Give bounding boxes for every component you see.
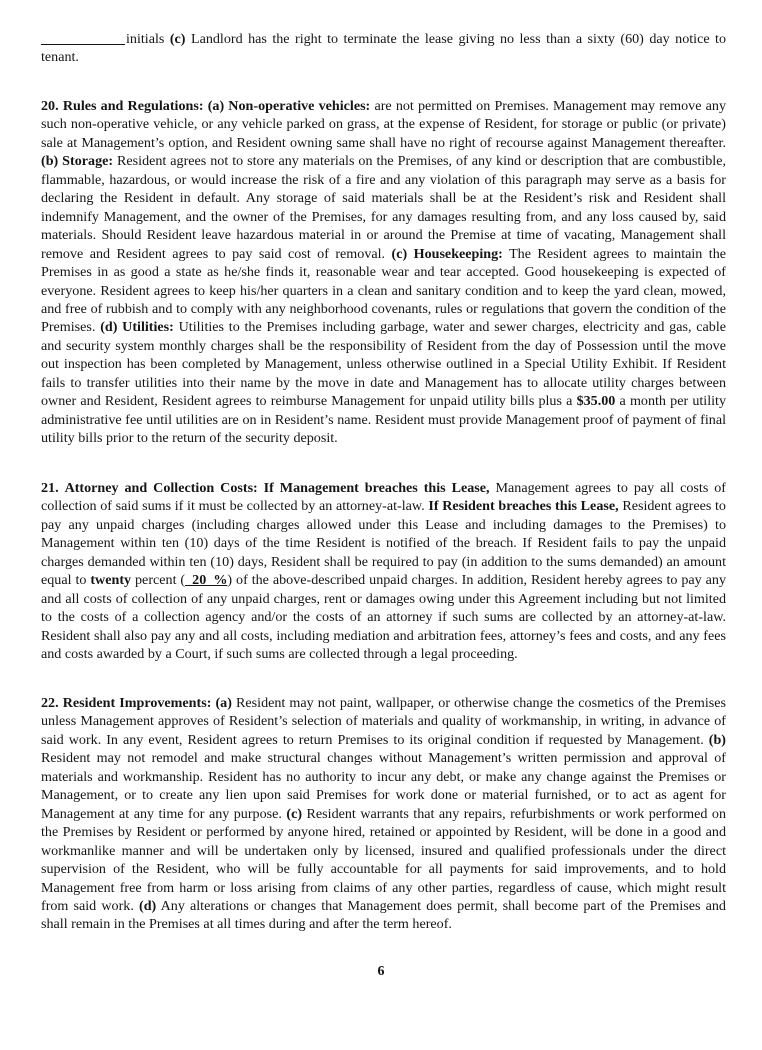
page-number: 6 — [377, 964, 385, 979]
percent-value: _20_% — [185, 572, 228, 589]
section-22 — [41, 694, 726, 934]
section-20-b-label: (b) Storage: — [41, 153, 114, 170]
section-20-d-label: (d) Utilities: — [100, 319, 174, 336]
section-20-c-label: (c) Housekeeping: — [391, 245, 503, 262]
percent-word: twenty — [90, 572, 132, 589]
section-22-d-label: (d) — [139, 897, 157, 914]
section-22-b-text: Resident may not remodel and make structural changes without Management’s written permission and approval of materials and workmanship. Resident has no authority to incur any debt, or make any change against the Premises or Management, or to create any lien upon said Premises for work done or material furnished, or to act as agent for Management at any time for any purpose. — [41, 750, 726, 822]
section-20 — [41, 97, 726, 448]
section-22-d-text: Any alterations or changes that Management does permit, shall become part of the Premises and shall remain in the Premises at all times during and after the term hereof. — [41, 897, 726, 933]
section-22-a-label: (a) — [215, 695, 232, 711]
section-20-a-text: are not permitted on Premises. Management may remove any such non-operative vehicle, or any vehicle parked on grass, at the expense of Resident, for storage or public (or private) sale at Management’s option, and Resident owning same shall have no right of recourse against Management thereafter. — [41, 98, 727, 151]
section-21-text-1: Management agrees to pay all costs of collection of said sums if it must be collected by an attorney-at-law. — [41, 480, 726, 515]
section-20-d-text-2: a month per utility administrative fee until utilities are on in Resident’s name. Resident must provide Management proof of payment of final utility bills prior to the return of the security deposit. — [41, 393, 726, 447]
section-21-number: 21. — [41, 480, 59, 496]
section-21-lead-1: If Management breaches this Lease, — [257, 480, 490, 496]
section-20-number: 20. — [41, 98, 59, 114]
section-21-title: Attorney and Collection Costs: — [64, 480, 258, 496]
section-21-text-2: Resident agrees to pay any unpaid charges (including charges allowed under this Lease and including damages to the Premises) to Management within ten (10) days of the time Resident is notified of the breach. If Resident fails to pay the unpaid charges demanded within ten (10) days, Resident shall be required to pay (in addition to the sums demanded) an amount equal to — [41, 498, 726, 589]
initials-clause — [41, 30, 726, 67]
section-22-title: Resident Improvements: — [62, 695, 212, 711]
section-20-b-text: Resident agrees not to store any materials on the Premises, of any kind or description that are combustible, flammable, hazardous, or would increase the risk of a fire and any violation of this paragraph may serve as a basis for declaring the Resident in default. Any storage of said materials shall be at the Resident’s risk and Resident shall indemnify Management, and the owner of the Premises, for any damages resulting from, and any loss caused by, said materials. Should Resident leave hazardous material in or around the Premise at time of vacating, Management shall remove and Resident agrees to pay said cost of removal. — [41, 153, 726, 262]
section-22-a-text: Resident may not paint, wallpaper, or otherwise change the cosmetics of the Premises unless Management approves of Resident’s selection of materials and quality of workmanship, in writing, in advance of said work. In any event, Resident agrees to return Premises to its original condition if requested by Management. — [41, 695, 726, 748]
section-21-lead-2: If Resident breaches this Lease, — [424, 498, 619, 515]
section-20-title: Rules and Regulations: — [62, 98, 204, 114]
section-20-d-text-1: Utilities to the Premises including garbage, water and sewer charges, electricity and gas, cable and security system monthly charges shall be the responsibility of Resident from the day of Possession until the move out inspection has been completed by Management, unless otherwise outlined in a Special Utility Exhibit. If Resident fails to transfer utilities into their name by the move in date and Management has to allocate utility charges between owner and Resident, Resident agrees to reimburse Management for unpaid utility bills plus a — [41, 319, 726, 410]
initials-label: initials — [126, 31, 165, 47]
section-22-b-label: (b) — [708, 731, 726, 748]
section-22-c-label: (c) — [286, 805, 303, 822]
section-20-a-label: (a) Non-operative vehicles: — [207, 98, 371, 114]
utility-fee-amount: $35.00 — [576, 393, 616, 410]
initials-blank[interactable] — [41, 31, 125, 45]
section-21-text-4: ) of the above-described unpaid charges. In addition, Resident hereby agrees to pay any and all costs of collection of any unpaid charges, rent or damages owing under this Agreement including but not limited to the costs of a collection agency and/or the costs of an attorney if such sums are collected by an attorney-at-law. Resident shall also pay any and all costs, including mediation and arbitration fees, attorney’s fees and costs, and any fees and costs awarded by a Court, if such sums are collected through a legal proceeding. — [41, 572, 726, 663]
section-20-c-text: The Resident agrees to maintain the Premises in as good a state as he/she finds it, reasonable wear and tear accepted. Good housekeeping is expected of everyone. Resident agrees to keep his/her quarters in a clean and sanitary condition and to keep the yard clean, mowed, and free of rubbish and to comply with any neighborhood covenants, rules or regulations that govern the condition of the Premises. — [41, 245, 726, 336]
section-22-number: 22. — [41, 695, 59, 711]
clause-c-text: Landlord has the right to terminate the lease giving no less than a sixty (60) day notice to tenant. — [41, 31, 726, 66]
section-21 — [41, 479, 726, 664]
section-21-text-3: percent ( — [131, 572, 186, 589]
clause-c-label: (c) — [169, 31, 186, 47]
section-22-c-text: Resident warrants that any repairs, refurbishments or work performed on the Premises by Resident or performed by anyone hired, retained or appointed by Resident, will be done in a good and workmanlike manner and will be undertaken only by licensed, insured and qualified professionals under the direct supervision of the Resident, who will be fully accountable for all payments for said improvements, and to hold Management free from harm or loss arising from claims of any other parties, regardless of cause, which might result from said work. — [41, 805, 727, 914]
